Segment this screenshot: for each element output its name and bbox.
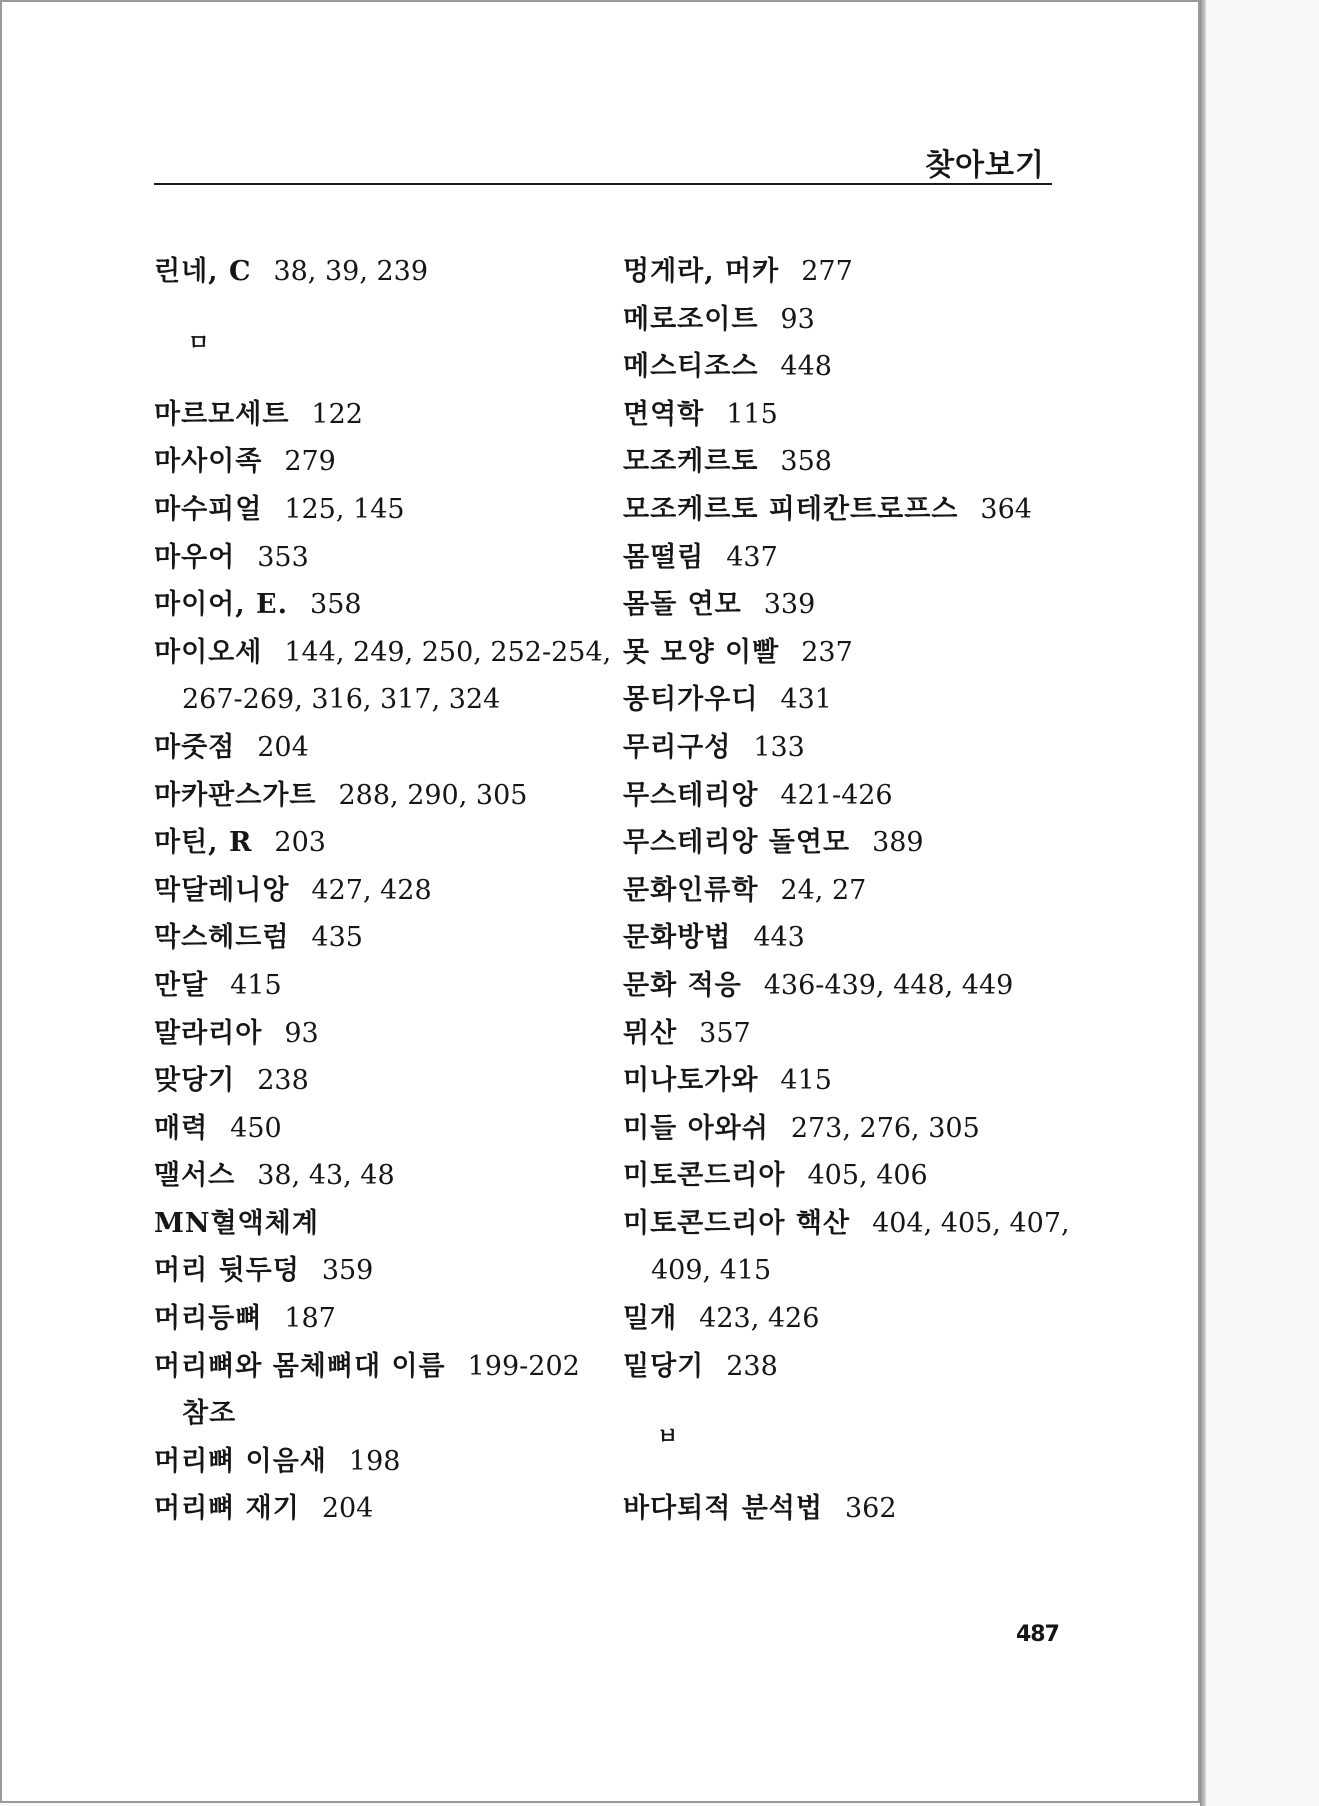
index-page-refs: 415 xyxy=(780,1065,832,1097)
index-term: 무스테리앙 xyxy=(623,779,759,811)
index-term: 몸떨림 xyxy=(623,541,705,573)
index-term: 마이오세 xyxy=(154,636,263,668)
index-page-refs: 273, 276, 305 xyxy=(790,1112,980,1144)
index-term: 몸돌 연모 xyxy=(623,589,742,621)
index-entry xyxy=(154,1295,594,1343)
index-term: 면역학 xyxy=(623,398,705,430)
index-entry xyxy=(623,676,1063,724)
index-term: 막스헤드럼 xyxy=(154,922,290,954)
index-entry xyxy=(623,1295,1063,1343)
index-term: MN혈액체계 xyxy=(154,1207,319,1239)
index-entry xyxy=(623,772,1063,820)
index-term: 머리뼈와 몸체뼈대 이름 xyxy=(154,1350,446,1382)
index-term: 미나토가와 xyxy=(623,1065,759,1097)
index-entry xyxy=(154,867,594,915)
running-header-title: 찾아보기 xyxy=(925,148,1045,183)
header-rule xyxy=(154,183,1052,185)
index-entry xyxy=(623,724,1063,772)
index-page-refs: 404, 405, 407, xyxy=(872,1207,1070,1239)
index-page-refs: 339 xyxy=(763,589,816,621)
index-entry xyxy=(623,534,1063,582)
index-term: 모조케르토 xyxy=(623,446,759,478)
index-term: 마사이족 xyxy=(154,446,263,478)
index-term: 머리뼈 재기 xyxy=(154,1493,300,1525)
index-entry xyxy=(623,248,1063,296)
page-edge-shadow xyxy=(1200,0,1206,1806)
index-entry xyxy=(154,486,594,534)
index-entry xyxy=(623,867,1063,915)
index-page-refs: 279 xyxy=(284,446,336,478)
index-term: 밀개 xyxy=(623,1303,678,1335)
index-entry xyxy=(154,391,594,439)
index-page-refs: 277 xyxy=(801,256,853,287)
index-entry xyxy=(154,914,594,962)
index-page-refs: 24, 27 xyxy=(780,874,867,906)
index-entry xyxy=(623,1105,1063,1153)
index-page-refs: 288, 290, 305 xyxy=(338,779,528,811)
index-term: 바다퇴적 분석법 xyxy=(623,1493,823,1525)
index-page-refs: 198 xyxy=(348,1445,401,1477)
index-term: 밑당기 xyxy=(623,1350,705,1382)
index-entry xyxy=(154,1152,594,1200)
index-page-refs: 362 xyxy=(844,1493,897,1525)
index-entry xyxy=(623,1057,1063,1105)
index-entry xyxy=(623,438,1063,486)
index-entry xyxy=(623,581,1063,629)
index-term: 문화 적응 xyxy=(623,969,742,1001)
index-term: 말라리아 xyxy=(154,1017,263,1049)
index-term: 무스테리앙 돌연모 xyxy=(623,827,851,859)
index-term: 참조 xyxy=(182,1398,237,1430)
index-entry xyxy=(623,1010,1063,1058)
index-page-refs: 421-426 xyxy=(780,779,893,811)
page-number: 487 xyxy=(1016,1622,1059,1647)
index-term: 마줏점 xyxy=(154,731,236,763)
index-page-refs: 125, 145 xyxy=(284,493,405,525)
index-term: 만달 xyxy=(154,969,209,1001)
index-page-refs: 409, 415 xyxy=(651,1255,772,1287)
index-entry-continuation xyxy=(154,1390,594,1438)
index-page-refs: 267-269, 316, 317, 324 xyxy=(182,684,501,716)
index-entry xyxy=(623,914,1063,962)
index-page-refs: 437 xyxy=(726,541,778,573)
index-term: 뮈산 xyxy=(623,1017,678,1049)
index-entry xyxy=(154,962,594,1010)
index-entry xyxy=(154,1438,594,1486)
index-page-refs: 359 xyxy=(321,1255,374,1287)
index-term: 마틴, R xyxy=(154,827,253,859)
index-entry xyxy=(623,1152,1063,1200)
index-page-refs: 144, 249, 250, 252-254, xyxy=(284,636,612,668)
index-page-refs: 427, 428 xyxy=(311,874,432,906)
index-term: 문화인류학 xyxy=(623,874,759,906)
index-page-refs: 423, 426 xyxy=(699,1303,820,1335)
index-term: 마카판스가트 xyxy=(154,779,317,811)
index-entry xyxy=(154,772,594,820)
index-term: 모조케르토 피테칸트로프스 xyxy=(623,493,959,525)
index-entry xyxy=(623,962,1063,1010)
index-entry xyxy=(154,1200,594,1248)
index-entry xyxy=(154,819,594,867)
index-entry xyxy=(154,1247,594,1295)
index-term: 미들 아와쉬 xyxy=(623,1112,769,1144)
index-page-refs: 38, 39, 239 xyxy=(273,256,429,287)
index-page-refs: 450 xyxy=(230,1112,282,1144)
index-term: 막달레니앙 xyxy=(154,874,290,906)
index-term: 마이어, E. xyxy=(154,589,289,621)
index-page-refs: 435 xyxy=(311,922,363,954)
index-page-refs: 443 xyxy=(753,922,805,954)
index-entry xyxy=(623,343,1063,391)
index-entry xyxy=(623,486,1063,534)
index-page-refs: 364 xyxy=(980,493,1032,525)
index-page-refs: 237 xyxy=(801,636,853,668)
index-page-refs: 358 xyxy=(310,589,362,621)
index-page-refs: 199-202 xyxy=(467,1350,580,1382)
index-term: 맬서스 xyxy=(154,1160,236,1192)
index-page-refs: 357 xyxy=(699,1017,751,1049)
index-entry xyxy=(623,629,1063,677)
index-term: 머리등뼈 xyxy=(154,1303,263,1335)
index-section-letter: ㅂ xyxy=(657,1425,679,1451)
index-term: 메로조이트 xyxy=(623,303,759,335)
index-term: 마르모세트 xyxy=(154,398,290,430)
index-page-refs: 415 xyxy=(230,969,282,1001)
index-page-refs: 203 xyxy=(274,827,326,859)
index-entry xyxy=(154,629,612,677)
index-term: 미토콘드리아 xyxy=(623,1160,786,1192)
index-page-refs: 405, 406 xyxy=(807,1160,928,1192)
index-term: 린네, C xyxy=(154,256,252,287)
index-entry xyxy=(154,1485,594,1533)
index-entry xyxy=(154,534,594,582)
index-term: 메스티조스 xyxy=(623,351,759,383)
index-page-refs: 115 xyxy=(726,398,778,430)
index-entry xyxy=(154,581,594,629)
index-entry xyxy=(154,1343,594,1391)
index-page-refs: 204 xyxy=(257,731,309,763)
index-entry xyxy=(623,1485,1063,1533)
index-page-refs: 431 xyxy=(780,684,832,716)
index-term: 무리구성 xyxy=(623,731,732,763)
index-entry-continuation xyxy=(623,1247,1063,1295)
index-entry xyxy=(623,1343,1063,1391)
index-page-refs: 93 xyxy=(780,303,815,335)
index-page-refs: 238 xyxy=(726,1350,778,1382)
index-term: 머리뼈 이음새 xyxy=(154,1445,327,1477)
index-term: 맞당기 xyxy=(154,1065,236,1097)
index-page-refs: 353 xyxy=(257,541,309,573)
index-page-refs: 448 xyxy=(780,351,832,383)
index-page-refs: 358 xyxy=(780,446,832,478)
index-entry xyxy=(154,1057,594,1105)
index-page-refs: 389 xyxy=(872,827,924,859)
index-entry xyxy=(154,248,594,296)
index-term: 못 모양 이빨 xyxy=(623,636,780,668)
index-page-refs: 436-439, 448, 449 xyxy=(763,969,1014,1001)
index-term: 마수피얼 xyxy=(154,493,263,525)
index-page-refs: 93 xyxy=(284,1017,319,1049)
index-term: 머리 뒷두덩 xyxy=(154,1255,300,1287)
index-page-refs: 187 xyxy=(284,1303,336,1335)
index-column-left xyxy=(154,248,612,1533)
index-section-letter: ㅁ xyxy=(188,330,210,356)
index-term: 멍게라, 머카 xyxy=(623,256,780,287)
index-term: 매력 xyxy=(154,1112,209,1144)
index-entry xyxy=(154,724,594,772)
index-page-refs: 38, 43, 48 xyxy=(257,1160,395,1192)
index-page-refs: 238 xyxy=(257,1065,309,1097)
index-entry xyxy=(154,1010,594,1058)
index-entry xyxy=(623,296,1063,344)
index-page-refs: 204 xyxy=(321,1493,374,1525)
index-entry xyxy=(154,1105,594,1153)
index-entry xyxy=(623,819,1063,867)
index-entry-continuation xyxy=(154,676,594,724)
index-page-refs: 133 xyxy=(753,731,805,763)
index-entry xyxy=(623,1200,1070,1248)
index-term: 마우어 xyxy=(154,541,236,573)
index-column-right xyxy=(623,248,1070,1533)
index-page-refs: 122 xyxy=(311,398,363,430)
index-term: 몽티가우디 xyxy=(623,684,759,716)
index-term: 미토콘드리아 핵산 xyxy=(623,1207,851,1239)
index-entry xyxy=(154,438,594,486)
index-term: 문화방법 xyxy=(623,922,732,954)
index-entry xyxy=(623,391,1063,439)
